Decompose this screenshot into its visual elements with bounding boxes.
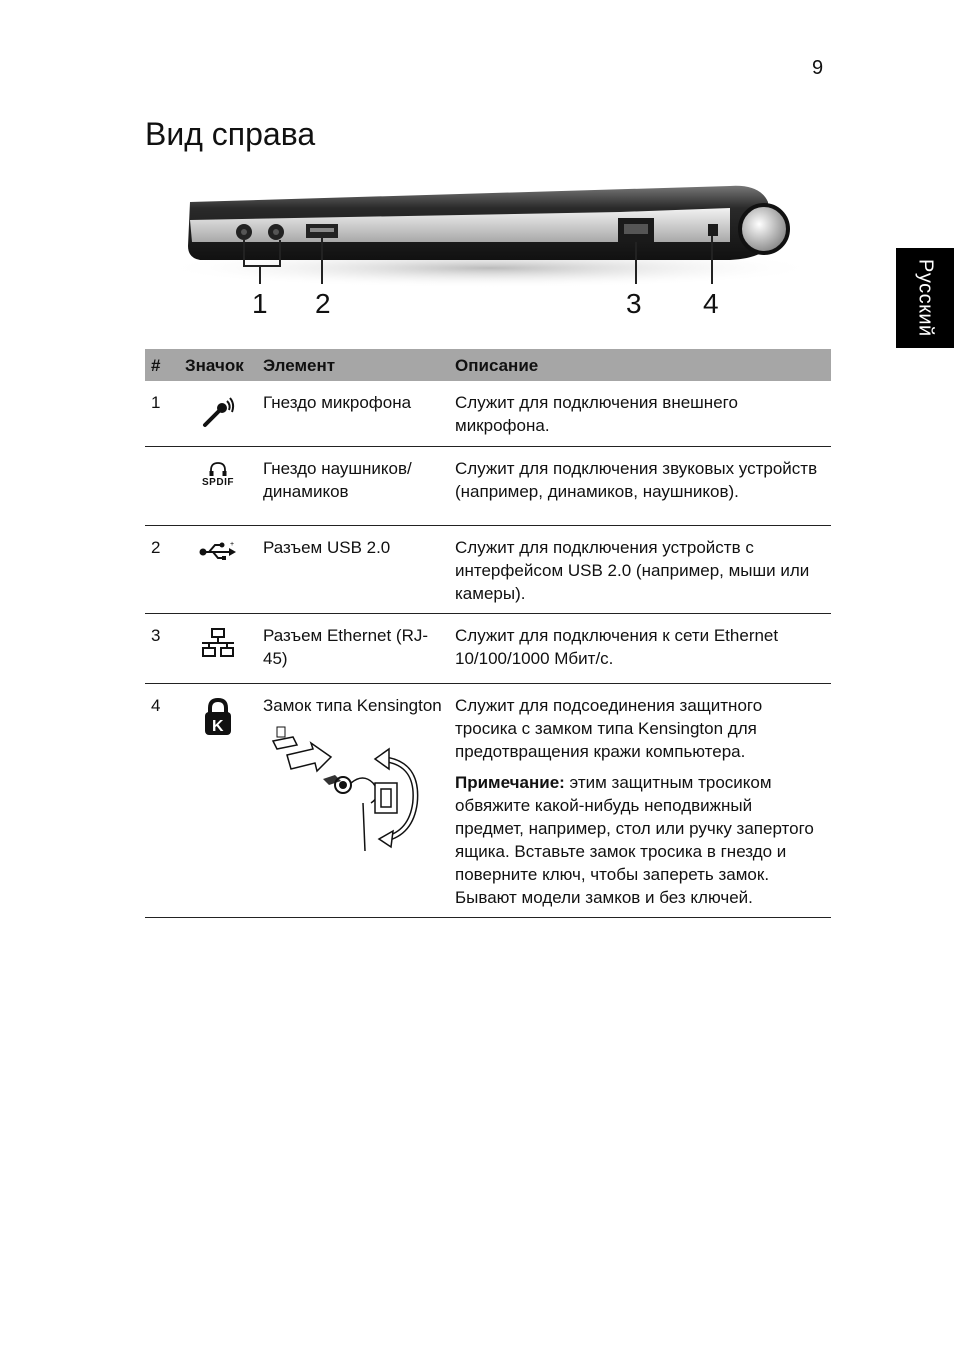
table-header-row: [145, 349, 831, 381]
usb-icon: [199, 540, 237, 562]
page-number: 9: [812, 57, 824, 79]
row-number: 2: [145, 525, 179, 613]
row-description: Служит для подключения звуковых устройств (например, динамиков, наушников).: [449, 446, 831, 525]
callout-3: 3: [626, 288, 642, 319]
headphone-icon: [208, 461, 228, 477]
spdif-label: SPDIF: [202, 476, 234, 488]
table-row: [145, 446, 831, 525]
header-icon: Значок: [179, 349, 257, 381]
ports-table: [145, 349, 831, 918]
language-tab-label: Русский: [914, 259, 937, 337]
row-description: Служит для подключения устройств с интерфейсом USB 2.0 (например, мыши или камеры).: [449, 525, 831, 613]
kensington-lock-icon: [204, 698, 232, 736]
header-description: Описание: [449, 349, 831, 381]
lock-installation-illustration: [263, 723, 433, 851]
table-row: [145, 683, 831, 917]
row-element: Разъем USB 2.0: [257, 525, 449, 613]
svg-text:+: +: [230, 540, 235, 548]
row-number: 3: [145, 613, 179, 683]
note-label: Примечание:: [455, 772, 565, 792]
row-description: Служит для подключения внешнего микрофона.: [449, 381, 831, 446]
table-row: [145, 613, 831, 683]
row-element: Гнездо микрофона: [257, 381, 449, 446]
row-number: 1: [145, 381, 179, 446]
callout-4: 4: [703, 288, 719, 319]
hinge-knob: [740, 205, 788, 253]
svg-text:K: K: [212, 717, 224, 735]
headphone-jack: [268, 224, 284, 240]
row-description: Служит для подключения к сети Ethernet 10/100/1000 Мбит/с.: [449, 613, 831, 683]
row-element: Разъем Ethernet (RJ-45): [257, 613, 449, 683]
lock-slot: [708, 224, 718, 236]
ethernet-icon: [201, 628, 235, 658]
mic-jack: [236, 224, 252, 240]
row-number: [145, 446, 179, 525]
callout-2: 2: [315, 288, 331, 319]
row-element: Гнездо наушников/ динамиков: [257, 446, 449, 525]
language-tab: [896, 248, 954, 348]
row-note: [455, 771, 825, 909]
row-element: Замок типа Kensington: [263, 695, 442, 715]
note-text: этим защитным тросиком обвяжите какой-нибудь неподвижный предмет, например, стол или ручку запертого ящика. Вставьте замок тросика в гнездо и поверните ключ, чтобы запереть замок. Бывают модели замков и без ключей.: [455, 772, 814, 907]
header-element: Элемент: [257, 349, 449, 381]
table-row: [145, 525, 831, 613]
row-number: 4: [145, 683, 179, 917]
header-number: #: [145, 349, 179, 381]
page-title: Вид справа: [145, 116, 316, 152]
row-description: Служит для подсоединения защитного тросика с замком типа Kensington для предотвращения кражи компьютера.: [455, 695, 763, 761]
callout-1: 1: [252, 288, 268, 319]
microphone-icon: [201, 395, 235, 429]
table-row: [145, 381, 831, 446]
